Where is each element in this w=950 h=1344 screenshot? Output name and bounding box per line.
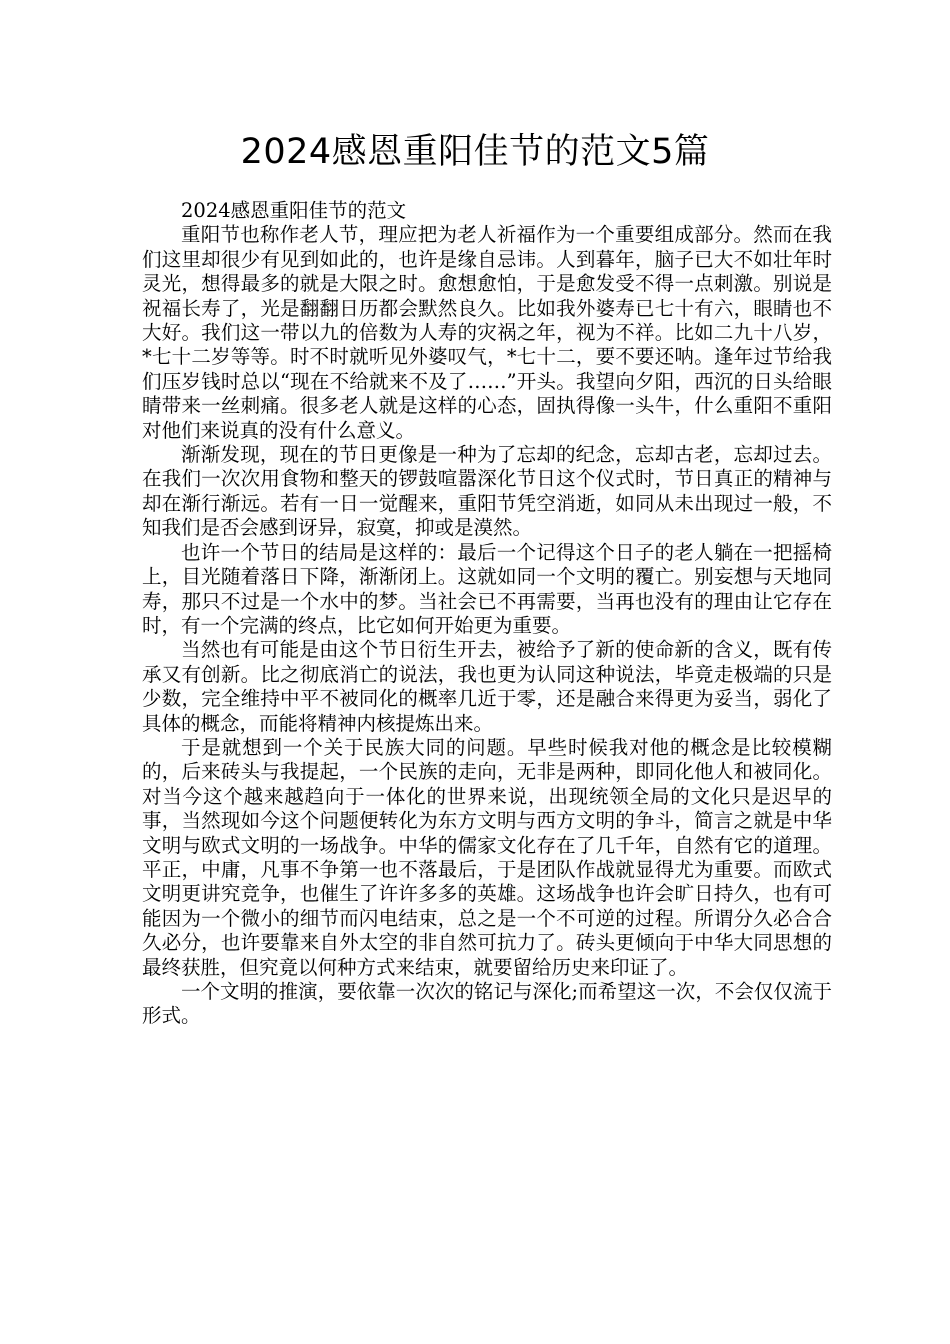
document-title: 2024感恩重阳佳节的范文5篇: [240, 132, 710, 172]
body-paragraph: 于是就想到一个关于民族大同的问题。早些时候我对他的概念是比较模糊的，后来砖头与我提起，一个民族的走向，无非是两种，即同化他人和被同化。对当今这个越来越趋向于一体化的世界来说，出现统领全局的文化只是迟早的事，当然现如今这个问题便转化为东方文明与西方文明的争斗，简言之就是中华文明与欧式文明的一场战争。中华的儒家文化存在了几千年，自然有它的道理。平正，中庸，凡事不争第一也不落最后，于是团队作战就显得尤为重要。而欧式文明更讲究竞争，也催生了许许多多的英雄。这场战争也许会旷日持久，也有可能因为一个微小的细节而闪电结束，总之是一个不可逆的过程。所谓分久必合合久必分，也许要靠来自外太空的非自然可抗力了。砖头更倾向于中华大同思想的最终获胜，但究竟以何种方式来结束，就要留给历史来印证了。: [142, 735, 832, 979]
body-paragraph: 2024感恩重阳佳节的范文: [181, 199, 407, 222]
body-paragraph: 一个文明的推演，要依靠一次次的铭记与深化;而希望这一次，不会仅仅流于形式。: [142, 980, 832, 1028]
body-paragraph: 也许一个节日的结局是这样的：最后一个记得这个日子的老人躺在一把摇椅上，目光随着落日下降，渐渐闭上。这就如同一个文明的覆亡。别妄想与天地同寿，那只不过是一个水中的梦。当社会已不再需要，当再也没有的理由让它存在时，有一个完满的终点，比它如何开始更为重要。: [142, 540, 832, 637]
body-paragraph: 重阳节也称作老人节，理应把为老人祈福作为一个重要组成部分。然而在我们这里却很少有见到如此的，也许是缘自忌讳。人到暮年，脑子已大不如壮年时灵光，想得最多的就是大限之时。愈想愈怕，于是愈发受不得一点刺激。别说是祝福长寿了，光是翻翻日历都会默然良久。比如我外婆寿已七十有六，眼睛也不大好。我们这一带以九的倍数为人寿的灾祸之年，视为不祥。比如二九十八岁，*七十二岁等等。时不时就听见外婆叹气，*七十二，要不要还呐。逢年过节给我们压岁钱时总以“现在不给就来不及了……”开头。我望向夕阳，西沉的日头给眼睛带来一丝刺痛。很多老人就是这样的心态，固执得像一头牛，什么重阳不重阳对他们来说真的没有什么意义。: [142, 223, 832, 442]
body-paragraph: 当然也有可能是由这个节日衍生开去，被给予了新的使命新的含义，既有传承又有创新。比之彻底消亡的说法，我也更为认同这种说法，毕竟走极端的只是少数，完全维持中平不被同化的概率几近于零，还是融合来得更为妥当，弱化了具体的概念，而能将精神内核提炼出来。: [142, 638, 832, 735]
document-body: [142, 199, 832, 1029]
body-paragraph: 渐渐发现，现在的节日更像是一种为了忘却的纪念，忘却古老，忘却过去。在我们一次次用食物和整天的锣鼓喧嚣深化节日这个仪式时，节日真正的精神与却在渐行渐远。若有一日一觉醒来，重阳节凭空消逝，如同从未出现过一般，不知我们是否会感到讶异，寂寞，抑或是漠然。: [142, 443, 832, 540]
